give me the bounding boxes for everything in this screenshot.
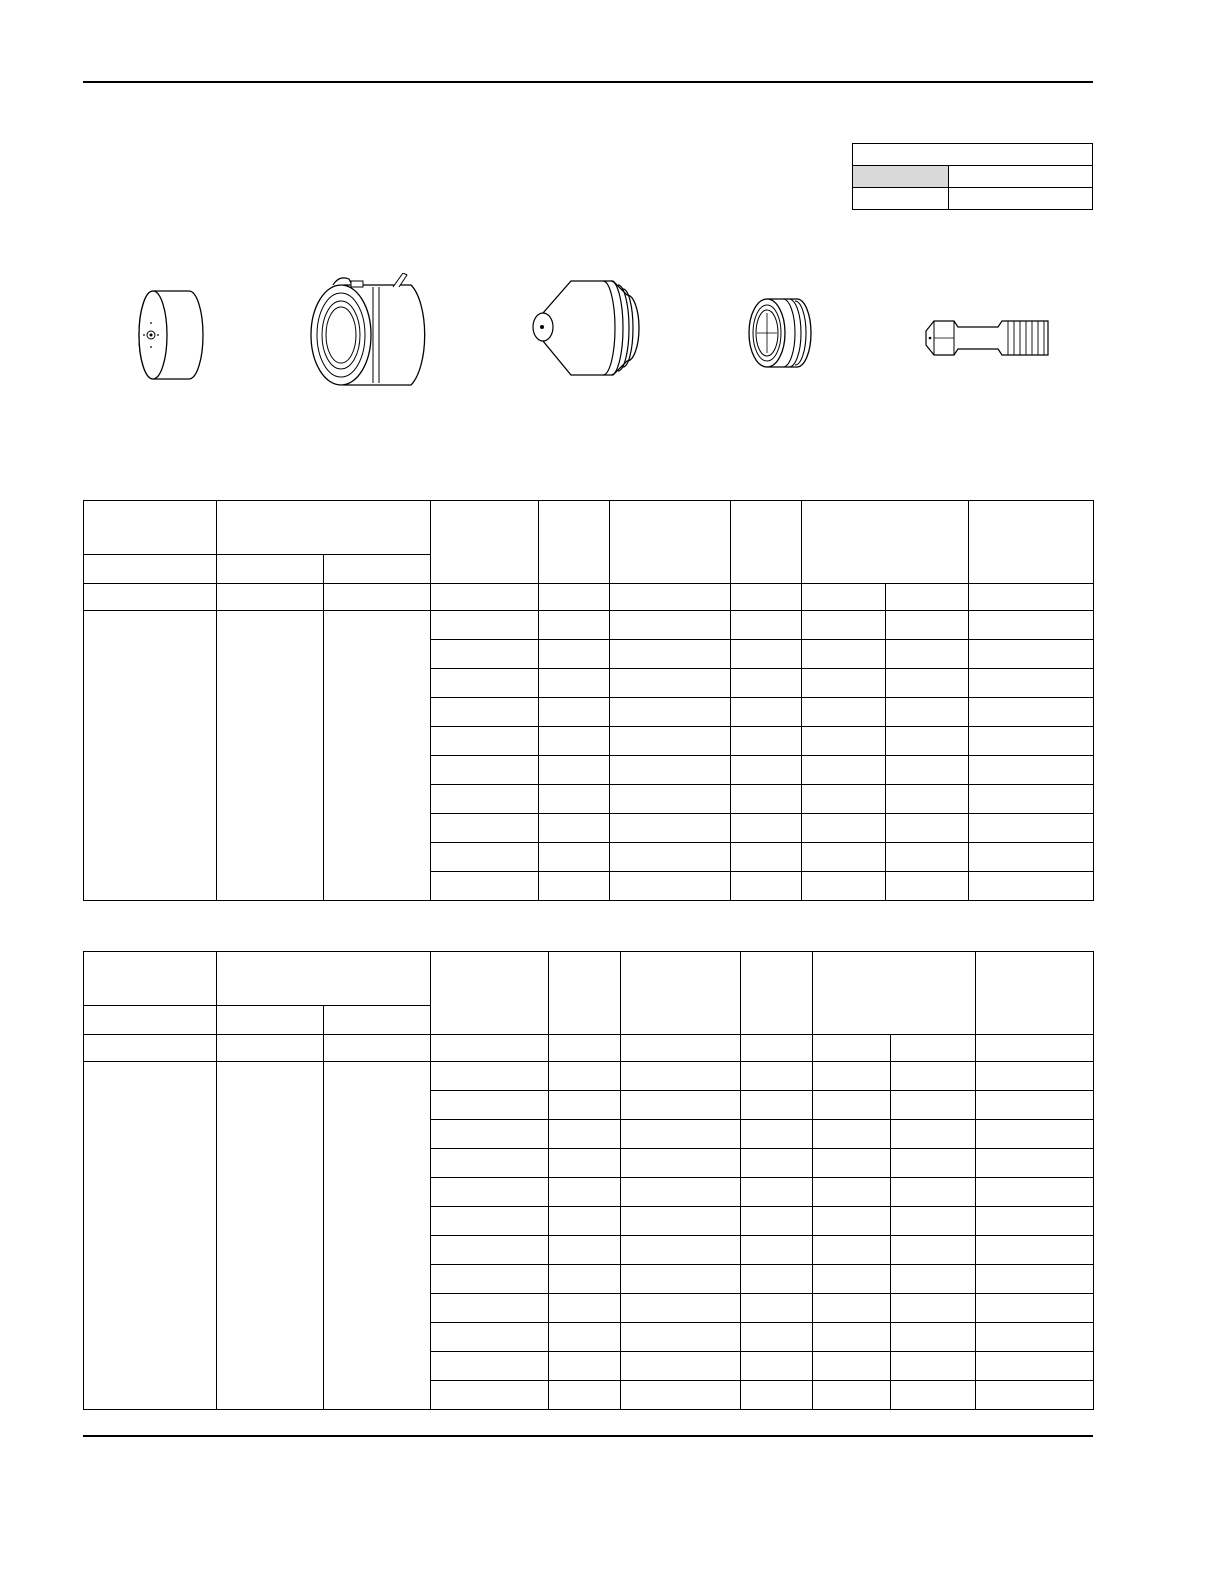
- units-cell: [731, 584, 802, 611]
- table-cell: [610, 756, 731, 785]
- table-cell: [741, 1352, 813, 1381]
- table-cell: [802, 814, 886, 843]
- merged-cell: [324, 611, 431, 901]
- table-cell: [621, 1120, 741, 1149]
- table-cell: [549, 1352, 621, 1381]
- header-cell: [324, 555, 431, 584]
- table-cell: [731, 872, 802, 901]
- merged-cell: [217, 1062, 324, 1410]
- table-cell: [731, 727, 802, 756]
- table-cell: [621, 1062, 741, 1091]
- table-cell: [741, 1236, 813, 1265]
- table-cell: [621, 1207, 741, 1236]
- table-cell: [731, 698, 802, 727]
- table-cell: [431, 1323, 549, 1352]
- table-cell: [621, 1178, 741, 1207]
- table-cell: [813, 1207, 891, 1236]
- table-cell: [431, 1265, 549, 1294]
- table-cell: [891, 1323, 976, 1352]
- table-cell: [802, 669, 886, 698]
- table-cell: [813, 1236, 891, 1265]
- table-cell: [976, 1236, 1094, 1265]
- units-cell: [891, 1035, 976, 1062]
- cut-chart-table-2: [83, 951, 1094, 1410]
- table-cell: [976, 1294, 1094, 1323]
- table-cell: [891, 1120, 976, 1149]
- table-cell: [891, 1236, 976, 1265]
- table-cell: [741, 1207, 813, 1236]
- table-cell: [741, 1323, 813, 1352]
- table-cell: [539, 698, 610, 727]
- table-cell: [969, 640, 1094, 669]
- units-cell: [813, 1035, 891, 1062]
- table-cell: [731, 756, 802, 785]
- header-cell: [217, 501, 431, 555]
- table-cell: [813, 1265, 891, 1294]
- table-cell: [549, 1120, 621, 1149]
- units-cell: [539, 584, 610, 611]
- units-cell: [217, 1035, 324, 1062]
- table-cell: [431, 1207, 549, 1236]
- header-cell: [217, 1006, 324, 1035]
- key-table-cell: [949, 188, 1093, 210]
- table-cell: [969, 756, 1094, 785]
- units-cell: [549, 1035, 621, 1062]
- table-cell: [813, 1294, 891, 1323]
- table-cell: [610, 872, 731, 901]
- table-cell: [802, 611, 886, 640]
- table-cell: [969, 611, 1094, 640]
- table-cell: [549, 1062, 621, 1091]
- table-cell: [621, 1265, 741, 1294]
- table-cell: [802, 727, 886, 756]
- table-cell: [431, 611, 539, 640]
- table-cell: [886, 669, 969, 698]
- table-cell: [621, 1323, 741, 1352]
- key-table-cell: [853, 188, 949, 210]
- table-cell: [976, 1178, 1094, 1207]
- table-cell: [610, 814, 731, 843]
- table-cell: [431, 669, 539, 698]
- table-cell: [886, 756, 969, 785]
- table-cell: [431, 1352, 549, 1381]
- units-cell: [802, 584, 886, 611]
- header-cell: [802, 501, 969, 584]
- table-cell: [741, 1294, 813, 1323]
- table-cell: [621, 1294, 741, 1323]
- table-cell: [431, 1149, 549, 1178]
- table-cell: [431, 756, 539, 785]
- key-table-title-cell: [853, 144, 1093, 166]
- table-cell: [549, 1178, 621, 1207]
- units-cell: [969, 584, 1094, 611]
- table-cell: [539, 640, 610, 669]
- table-cell: [813, 1149, 891, 1178]
- table-cell: [969, 669, 1094, 698]
- footer-rule: [83, 1435, 1093, 1437]
- table-cell: [741, 1091, 813, 1120]
- table-cell: [610, 727, 731, 756]
- units-cell: [431, 1035, 549, 1062]
- table-cell: [976, 1091, 1094, 1120]
- swirl-ring-icon: [743, 295, 823, 371]
- table-cell: [549, 1323, 621, 1352]
- table-cell: [431, 1236, 549, 1265]
- table-cell: [886, 727, 969, 756]
- table-cell: [610, 611, 731, 640]
- table-cell: [731, 843, 802, 872]
- table-cell: [539, 785, 610, 814]
- nozzle-icon: [523, 275, 643, 381]
- table-cell: [886, 698, 969, 727]
- header-cell: [549, 952, 621, 1035]
- table-cell: [813, 1120, 891, 1149]
- table-cell: [976, 1381, 1094, 1410]
- table-cell: [431, 1294, 549, 1323]
- table-cell: [741, 1062, 813, 1091]
- header-cell: [621, 952, 741, 1035]
- table-cell: [976, 1323, 1094, 1352]
- table-cell: [549, 1149, 621, 1178]
- table-cell: [802, 843, 886, 872]
- header-cell: [731, 501, 802, 584]
- table-cell: [539, 669, 610, 698]
- table-cell: [610, 640, 731, 669]
- table-cell: [802, 785, 886, 814]
- table-cell: [610, 669, 731, 698]
- table-cell: [610, 843, 731, 872]
- table-cell: [549, 1294, 621, 1323]
- key-table: [852, 143, 1093, 210]
- table-cell: [976, 1352, 1094, 1381]
- table-cell: [539, 843, 610, 872]
- table-cell: [813, 1323, 891, 1352]
- header-cell: [84, 555, 217, 584]
- table-cell: [431, 727, 539, 756]
- table-cell: [741, 1265, 813, 1294]
- table-cell: [976, 1062, 1094, 1091]
- table-cell: [969, 698, 1094, 727]
- header-cell: [539, 501, 610, 584]
- units-cell: [610, 584, 731, 611]
- table-cell: [549, 1236, 621, 1265]
- header-cell: [813, 952, 976, 1035]
- consumables-illustration: [83, 255, 1093, 395]
- table-cell: [886, 843, 969, 872]
- table-cell: [969, 785, 1094, 814]
- table-cell: [731, 640, 802, 669]
- table-cell: [891, 1149, 976, 1178]
- table-cell: [891, 1091, 976, 1120]
- table-cell: [886, 785, 969, 814]
- units-cell: [741, 1035, 813, 1062]
- table-cell: [549, 1265, 621, 1294]
- table-cell: [741, 1381, 813, 1410]
- merged-cell: [84, 1062, 217, 1410]
- header-cell: [84, 1006, 217, 1035]
- table-cell: [969, 872, 1094, 901]
- header-cell: [610, 501, 731, 584]
- table-cell: [731, 785, 802, 814]
- units-cell: [976, 1035, 1094, 1062]
- table-cell: [431, 698, 539, 727]
- merged-cell: [84, 611, 217, 901]
- table-cell: [976, 1207, 1094, 1236]
- units-cell: [621, 1035, 741, 1062]
- table-cell: [610, 698, 731, 727]
- table-cell: [431, 872, 539, 901]
- key-table-label-cell: [949, 166, 1093, 188]
- cut-chart-table-1: [83, 500, 1094, 901]
- table-cell: [431, 1120, 549, 1149]
- table-cell: [621, 1236, 741, 1265]
- table-cell: [539, 756, 610, 785]
- table-cell: [969, 727, 1094, 756]
- table-cell: [891, 1294, 976, 1323]
- table-cell: [976, 1120, 1094, 1149]
- units-cell: [324, 1035, 431, 1062]
- table-cell: [549, 1091, 621, 1120]
- header-cell: [217, 555, 324, 584]
- table-cell: [802, 872, 886, 901]
- table-cell: [610, 785, 731, 814]
- units-cell: [84, 584, 217, 611]
- units-cell: [431, 584, 539, 611]
- table-cell: [431, 1062, 549, 1091]
- header-cell: [217, 952, 431, 1006]
- table-cell: [886, 814, 969, 843]
- table-cell: [741, 1178, 813, 1207]
- table-cell: [549, 1381, 621, 1410]
- table-cell: [549, 1207, 621, 1236]
- table-cell: [539, 872, 610, 901]
- table-cell: [813, 1062, 891, 1091]
- header-cell: [431, 501, 539, 584]
- table-cell: [891, 1352, 976, 1381]
- table-cell: [891, 1207, 976, 1236]
- units-cell: [886, 584, 969, 611]
- table-cell: [813, 1381, 891, 1410]
- table-cell: [886, 872, 969, 901]
- header-cell: [976, 952, 1094, 1035]
- table-cell: [431, 640, 539, 669]
- table-cell: [731, 611, 802, 640]
- table-cell: [969, 814, 1094, 843]
- header-cell: [969, 501, 1094, 584]
- merged-cell: [324, 1062, 431, 1410]
- table-cell: [886, 640, 969, 669]
- table-cell: [431, 1091, 549, 1120]
- table-cell: [621, 1381, 741, 1410]
- table-cell: [891, 1062, 976, 1091]
- key-table-swatch-cell: [853, 166, 949, 188]
- table-cell: [886, 611, 969, 640]
- header-cell: [324, 1006, 431, 1035]
- table-cell: [731, 814, 802, 843]
- units-cell: [324, 584, 431, 611]
- table-cell: [431, 814, 539, 843]
- header-cell: [741, 952, 813, 1035]
- header-cell: [84, 952, 217, 1006]
- table-cell: [539, 611, 610, 640]
- units-cell: [84, 1035, 217, 1062]
- electrode-icon: [918, 313, 1058, 363]
- table-cell: [891, 1178, 976, 1207]
- table-cell: [813, 1352, 891, 1381]
- table-cell: [431, 785, 539, 814]
- table-cell: [431, 843, 539, 872]
- merged-cell: [217, 611, 324, 901]
- header-rule: [83, 81, 1093, 83]
- table-cell: [621, 1149, 741, 1178]
- table-cell: [431, 1178, 549, 1207]
- header-cell: [431, 952, 549, 1035]
- table-cell: [802, 756, 886, 785]
- table-cell: [431, 1381, 549, 1410]
- table-cell: [731, 669, 802, 698]
- table-cell: [539, 727, 610, 756]
- table-cell: [741, 1149, 813, 1178]
- table-cell: [976, 1265, 1094, 1294]
- table-cell: [969, 843, 1094, 872]
- table-cell: [891, 1265, 976, 1294]
- table-cell: [802, 698, 886, 727]
- units-cell: [217, 584, 324, 611]
- shield-cap-icon: [133, 285, 213, 385]
- table-cell: [813, 1178, 891, 1207]
- table-cell: [539, 814, 610, 843]
- table-cell: [802, 640, 886, 669]
- table-cell: [621, 1352, 741, 1381]
- retaining-cap-icon: [303, 273, 443, 391]
- table-cell: [891, 1381, 976, 1410]
- header-cell: [84, 501, 217, 555]
- table-cell: [976, 1149, 1094, 1178]
- table-cell: [741, 1120, 813, 1149]
- table-cell: [621, 1091, 741, 1120]
- table-cell: [813, 1091, 891, 1120]
